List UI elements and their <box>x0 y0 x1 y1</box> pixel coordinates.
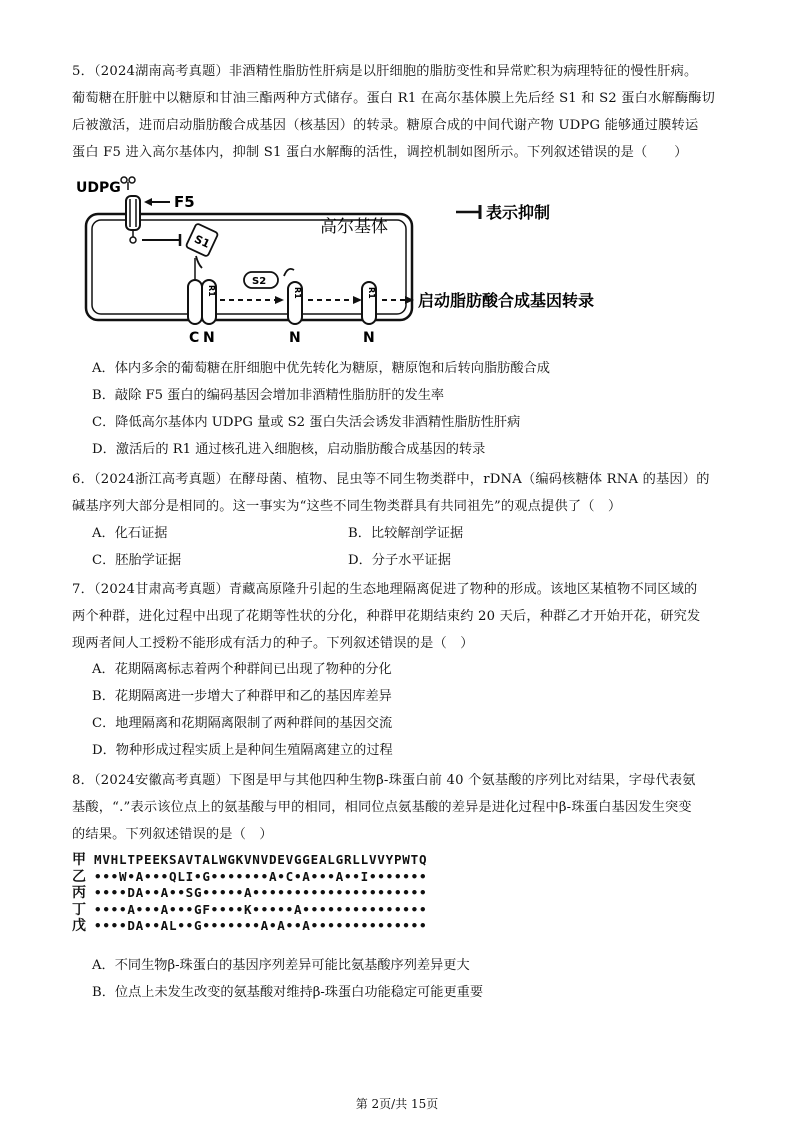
golgi-regulation-diagram <box>72 172 632 354</box>
alignment-row <box>72 885 572 902</box>
q7-option-a[interactable]: A．花期隔离标志着两个种群间已出现了物种的分化 <box>92 662 392 677</box>
alignment-species-label: 丁 <box>72 901 86 918</box>
alignment-species-label: 乙 <box>72 868 86 885</box>
alignment-species-label: 甲 <box>72 852 86 868</box>
udpg-molecule-icon-2 <box>129 177 135 183</box>
q5-option-b[interactable]: B．敲除 F5 蛋白的编码基因会增加非酒精性脂肪肝的发生率 <box>92 388 445 403</box>
r1-label-3: R1 <box>367 287 376 299</box>
s1-label: S1 <box>192 232 212 251</box>
question-8-stem <box>72 767 732 848</box>
f5-label: F5 <box>174 193 195 211</box>
q8-line-1: 8．（2024安徽高考真题）下图是甲与其他四种生物β-珠蛋白前 40 个氨基酸的序列比对结果，字母代表氨 <box>72 773 696 788</box>
q5-line-4: 蛋白 F5 进入高尔基体内，抑制 S1 蛋白水解酶的活性，调控机制如图所示。下列叙述错误的是（ ） <box>72 145 688 160</box>
s1-cut <box>196 256 202 268</box>
alignment-sequence: •••W•A•••QLI•G•••••••A•C•A•••A••I••••••• <box>94 868 428 884</box>
alignment-sequence: ••••A•••A•••GF••••K•••••A••••••••••••••• <box>94 901 428 917</box>
q5-option-c[interactable]: C．降低高尔基体内 UDPG 量或 S2 蛋白失活会诱发非酒精性脂肪性肝病 <box>92 415 521 430</box>
q7-option-c[interactable]: C．地理隔离和花期隔离限制了两种群间的基因交流 <box>92 716 393 731</box>
q6-option-b[interactable]: B．比较解剖学证据 <box>348 526 464 541</box>
udpg-inside-icon <box>130 237 136 243</box>
page-footer: 第 2页/共 15页 <box>355 1097 439 1111</box>
q6-line-1: 6．（2024浙江高考真题）在酵母菌、植物、昆虫等不同生物类群中，rDNA（编码核糖体 RNA 的基因）的 <box>72 472 710 487</box>
alignment-sequence: ••••DA••A••SG•••••A••••••••••••••••••••• <box>94 885 428 900</box>
q5-line-2: 葡萄糖在肝脏中以糖原和甘油三酯两种方式储存。蛋白 R1 在高尔基体膜上先后经 S1 和 S2 蛋白水解酶酶切 <box>72 91 715 106</box>
q5-line-1: 5．（2024湖南高考真题）非酒精性脂肪性肝病是以肝细胞的脂肪变性和异常贮积为病理特征的慢性肝病。 <box>72 64 698 79</box>
q6-option-a[interactable]: A．化石证据 <box>92 526 168 541</box>
q5-line-3: 后被激活，进而启动脂肪酸合成基因（核基因）的转录。糖原合成的中间代谢产物 UDPG 能够通过膜转运 <box>72 118 699 133</box>
q6-option-d[interactable]: D．分子水平证据 <box>348 553 451 568</box>
s2-cut <box>284 269 294 276</box>
dashed-arrow-1-head <box>275 296 284 304</box>
s1-enzyme <box>186 223 219 257</box>
dashed-arrow-2-head <box>353 296 362 304</box>
s2-label: S2 <box>252 276 267 287</box>
q8-line-3: 的结果。下列叙述错误的是（ ） <box>72 827 273 842</box>
alignment-row <box>72 852 572 869</box>
q8-option-b[interactable]: B．位点上未发生改变的氨基酸对维持β-珠蛋白功能稳定可能更重要 <box>92 985 484 1000</box>
r1-n-label: N <box>203 330 215 346</box>
alignment-row <box>72 918 572 935</box>
question-7-stem <box>72 576 732 657</box>
r1-c-label: C <box>189 330 200 346</box>
sequence-alignment <box>72 852 572 935</box>
alignment-sequence: ••••DA••AL••G•••••••A•A••A•••••••••••••• <box>94 918 428 933</box>
q7-option-d[interactable]: D．物种形成过程实质上是种间生殖隔离建立的过程 <box>92 743 393 758</box>
q5-option-a[interactable]: A．体内多余的葡萄糖在肝细胞中优先转化为糖原，糖原饱和后转向脂肪酸合成 <box>92 361 550 376</box>
question-5-stem <box>72 58 732 166</box>
r1-c-domain <box>188 280 202 324</box>
q8-option-a[interactable]: A．不同生物β-珠蛋白的基因序列差异可能比氨基酸序列差异更大 <box>92 958 470 973</box>
q7-option-b[interactable]: B．花期隔离进一步增大了种群甲和乙的基因库差异 <box>92 689 392 704</box>
q7-line-1: 7．（2024甘肃高考真题）青藏高原隆升引起的生态地理隔离促进了物种的形成。该地区某植物不同区域的 <box>72 582 698 597</box>
alignment-species-label: 戊 <box>72 918 86 934</box>
inhibit-legend-label: 表示抑制 <box>486 203 551 222</box>
r1-cleaved-1-n-label: N <box>289 330 301 346</box>
q8-line-2: 基酸，“.”表示该位点上的氨基酸与甲的相同，相同位点氨基酸的差异是进化过程中β-珠蛋白基因发生突变 <box>72 800 692 815</box>
f5-transporter-icon <box>126 196 140 230</box>
q6-option-c[interactable]: C．胚胎学证据 <box>92 553 182 568</box>
q6-line-2: 碱基序列大部分是相同的。这一事实为“这些不同生物类群具有共同祖先”的观点提供了（ ） <box>72 499 622 514</box>
f5-arrow-head <box>144 198 152 206</box>
alignment-species-label: 丙 <box>72 885 86 901</box>
question-6-stem <box>72 466 732 520</box>
q5-option-d[interactable]: D．激活后的 R1 通过核孔进入细胞核，启动脂肪酸合成基因的转录 <box>92 442 486 457</box>
udpg-molecule-icon <box>121 177 127 183</box>
r1-label-1: R1 <box>207 285 216 297</box>
alignment-sequence: MVHLTPEEKSAVTALWGKVNVDEVGGEALGRLLVVYPWTQ <box>94 852 428 867</box>
golgi-label: 高尔基体 <box>320 217 388 237</box>
transcription-label: 启动脂肪酸合成基因转录 <box>418 291 595 310</box>
alignment-row <box>72 902 572 919</box>
r1-activated-n-label: N <box>363 330 375 346</box>
alignment-row <box>72 869 572 886</box>
udpg-label: UDPG <box>76 180 121 196</box>
q7-line-2: 两个种群，进化过程中出现了花期等性状的分化，种群甲花期结束约 20 天后，种群乙才开始开花，研究发 <box>72 609 701 624</box>
r1-label-2: R1 <box>293 287 302 299</box>
q7-line-3: 现两者间人工授粉不能形成有活力的种子。下列叙述错误的是（ ） <box>72 636 474 651</box>
